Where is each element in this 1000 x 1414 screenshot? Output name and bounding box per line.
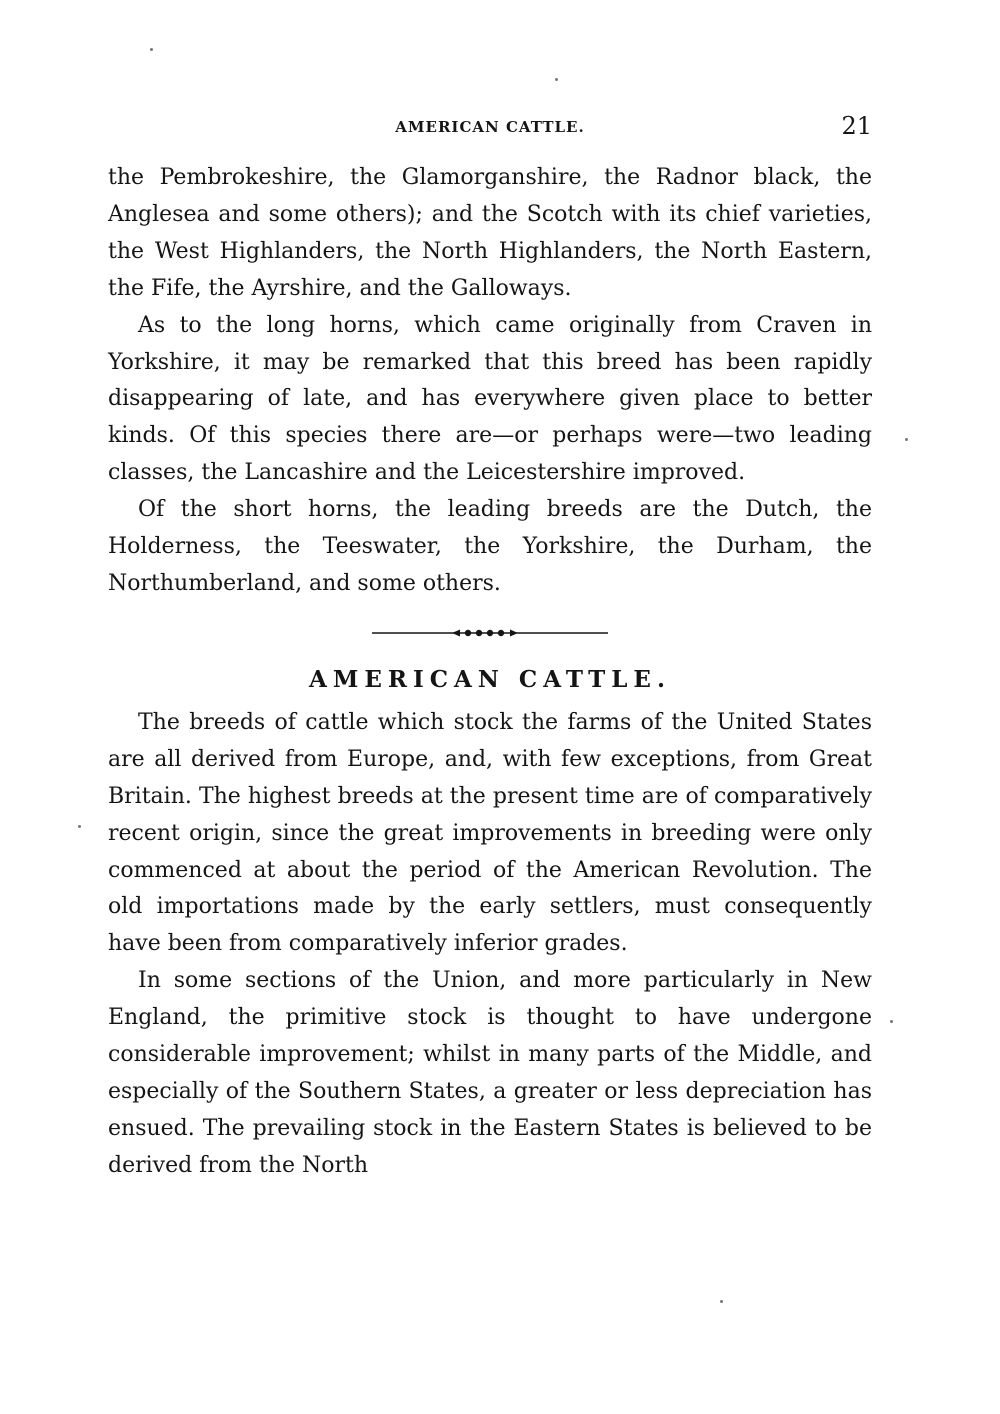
paragraph-welsh-scotch-breeds: the Pembrokeshire, the Glamorganshire, the Radnor black, the Anglesea and some others); and the Scotch with its chief varieties, the West Highlanders, the North Highlanders, the North Eastern, the Fife, the Ayrshire, and the Galloways. [108,165,872,301]
paper-speck [150,48,153,51]
section-heading: AMERICAN CATTLE. [309,665,671,693]
body-text [108,160,872,1185]
paper-speck [720,1300,723,1303]
paragraph-regional-stock: In some sections of the Union, and more particularly in New England, the primitive stock is thought to have undergone considerable improvement; whilst in many parts of the Middle, and especially of the Southern States, a greater or less depreciation has ensued. The prevailing stock in the Eastern States is believed to be derived from the North [108,968,872,1178]
paper-speck [890,1020,893,1023]
paper-speck [78,825,81,828]
paper-speck [555,78,558,81]
paragraph-american-breeds-origin: The breeds of cattle which stock the farms of the United States are all derived from Europe, and, with few exceptions, from Great Britain. The highest breeds at the present time are of comparatively recent origin, since the great improvements in breeding were only commenced at about the period of the American Revolution. The old importations made by the early settlers, must consequently have been from comparatively inferior grades. [108,709,872,957]
page-number: 21 [841,112,872,140]
paragraph-long-horns: As to the long horns, which came originally from Craven in Yorkshire, it may be remarked that this breed has been rapidly disappearing of late, and has everywhere given place to better kinds. Of this species there are—or perhaps were—two leading classes, the Lancashire and the Leicestershire improved. [108,312,872,486]
paper-speck [905,438,908,441]
section-divider-ornament [108,609,872,659]
running-title: AMERICAN CATTLE. [395,118,585,136]
paragraph-short-horns: Of the short horns, the leading breeds are the Dutch, the Holderness, the Teeswater, the Yorkshire, the Durham, the Northumberland, and some others. [108,497,872,596]
running-head [108,112,872,142]
